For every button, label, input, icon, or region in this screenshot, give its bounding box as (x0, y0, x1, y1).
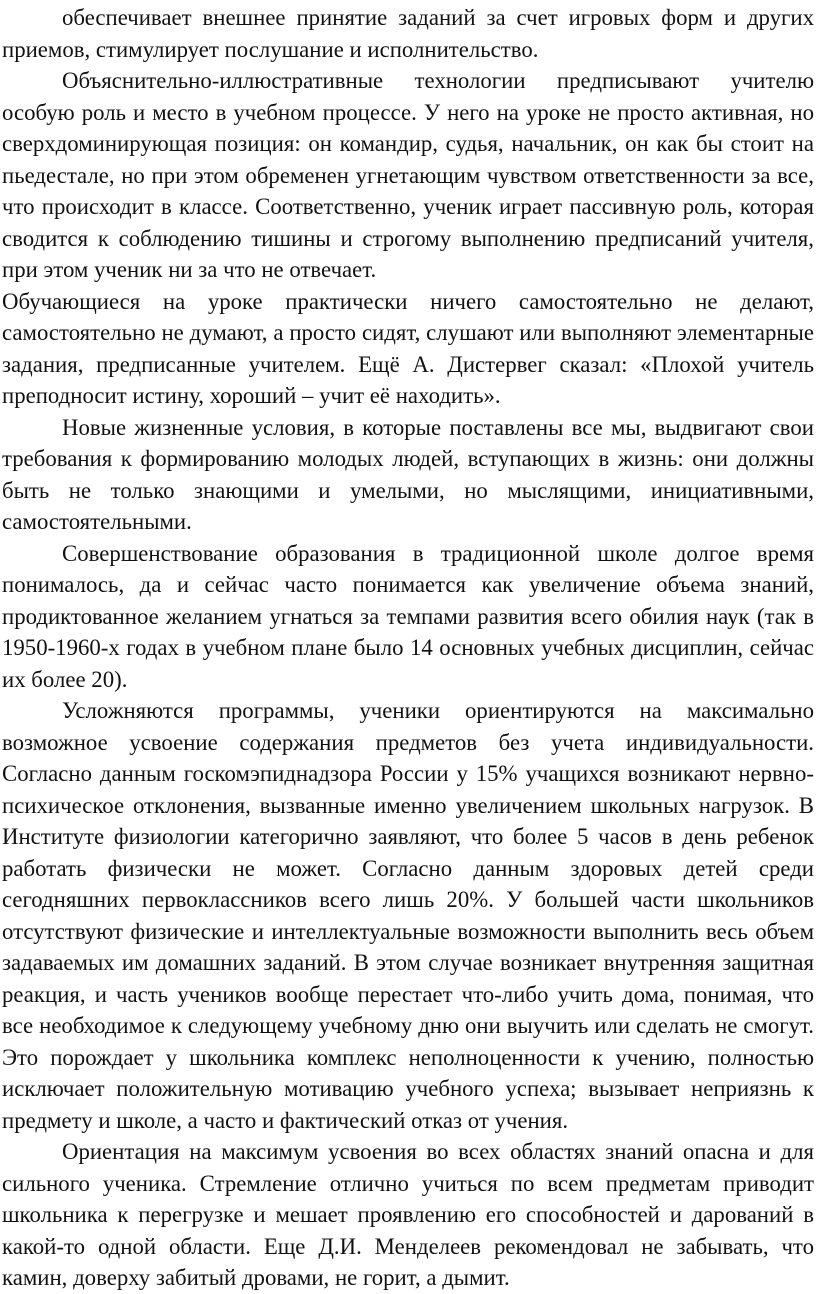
paragraph-maximum-orientation: Ориентация на максимум усвоения во всех областях знаний опасна и для сильного ученика. Стремление отлично учиться по всем предметам приводит школьника к перегрузке и мешает проявлению его способностей и дарований в какой-то одной области. Еще Д.И. Менделеев рекомендовал не забывать, что камин, доверху забитый дровами, не горит, а дымит. (2, 1139, 814, 1290)
paragraph-education-improvement: Совершенствование образования в традиционной школе долгое время понималось, да и сейчас часто понимается как увеличение объема знаний, продиктованное желанием угнаться за темпами развития всего обилия наук (так в 1950-1960-х годах в учебном плане было 14 основных учебных дисциплин, сейчас их более 20). (2, 540, 814, 692)
paragraph-students-passive: Обучающиеся на уроке практически ничего самостоятельно не делают, самостоятельно не думают, а просто сидят, слушают или выполняют элементарные задания, предписанные учителем. Ещё А. Дистервег сказал: «Плохой учитель преподносит истину, хороший – учит её находить». (2, 288, 814, 408)
paragraph-programs-complexity: Усложняются программы, ученики ориентируются на максимально возможное усвоение содержания предметов без учета индивидуальности. Согласно данным госкомэпиднадзора России у 15% учащихся возникают нервно-психическое отклонения, вызванные именно увеличением школьных нагрузок. В Институте физиологии категорично заявляют, что более 5 часов в день ребенок работать физически не может. Согласно данным здоровых детей среди сегодняшних первоклассников всего лишь 20%. У большей части школьников отсутствуют физические и интеллектуальные возможности выполнить весь объем задаваемых им домашних заданий. В этом случае возникает внутренняя защитная реакция, и часть учеников вообще перестает что-либо учить дома, понимая, что все необходимое к следующему учебному дню они выучить или сделать не смогут. Это порождает у школьника комплекс неполноценности к учению, полностью исключает положительную мотивацию учебного успеха; вызывает неприязнь к предмету и школе, а часто и фактический отказ от учения. (2, 698, 814, 1133)
paragraph-new-conditions: Новые жизненные условия, в которые поставлены все мы, выдвигают свои требования к формированию молодых людей, вступающих в жизнь: они должны быть не только знающими и умелыми, но мыслящими, инициативными, самостоятельными. (2, 414, 814, 534)
paragraph-explanatory-technologies: Объяснительно-иллюстративные технологии предписывают учителю особую роль и место в учебном процессе. У него на уроке не просто активная, но сверхдоминирующая позиция: он командир, судья, начальник, он как бы стоит на пьедестале, но при этом обременен угнетающим чувством ответственности за все, что происходит в классе. Соответственно, ученик играет пассивную роль, которая сводится к соблюдению тишины и строгому выполнению предписаний учителя, при этом ученик ни за что не отвечает. (2, 68, 814, 282)
paragraph-continuation: обеспечивает внешнее принятие заданий за счет игровых форм и других приемов, стимулирует послушание и исполнительство. (2, 5, 814, 62)
